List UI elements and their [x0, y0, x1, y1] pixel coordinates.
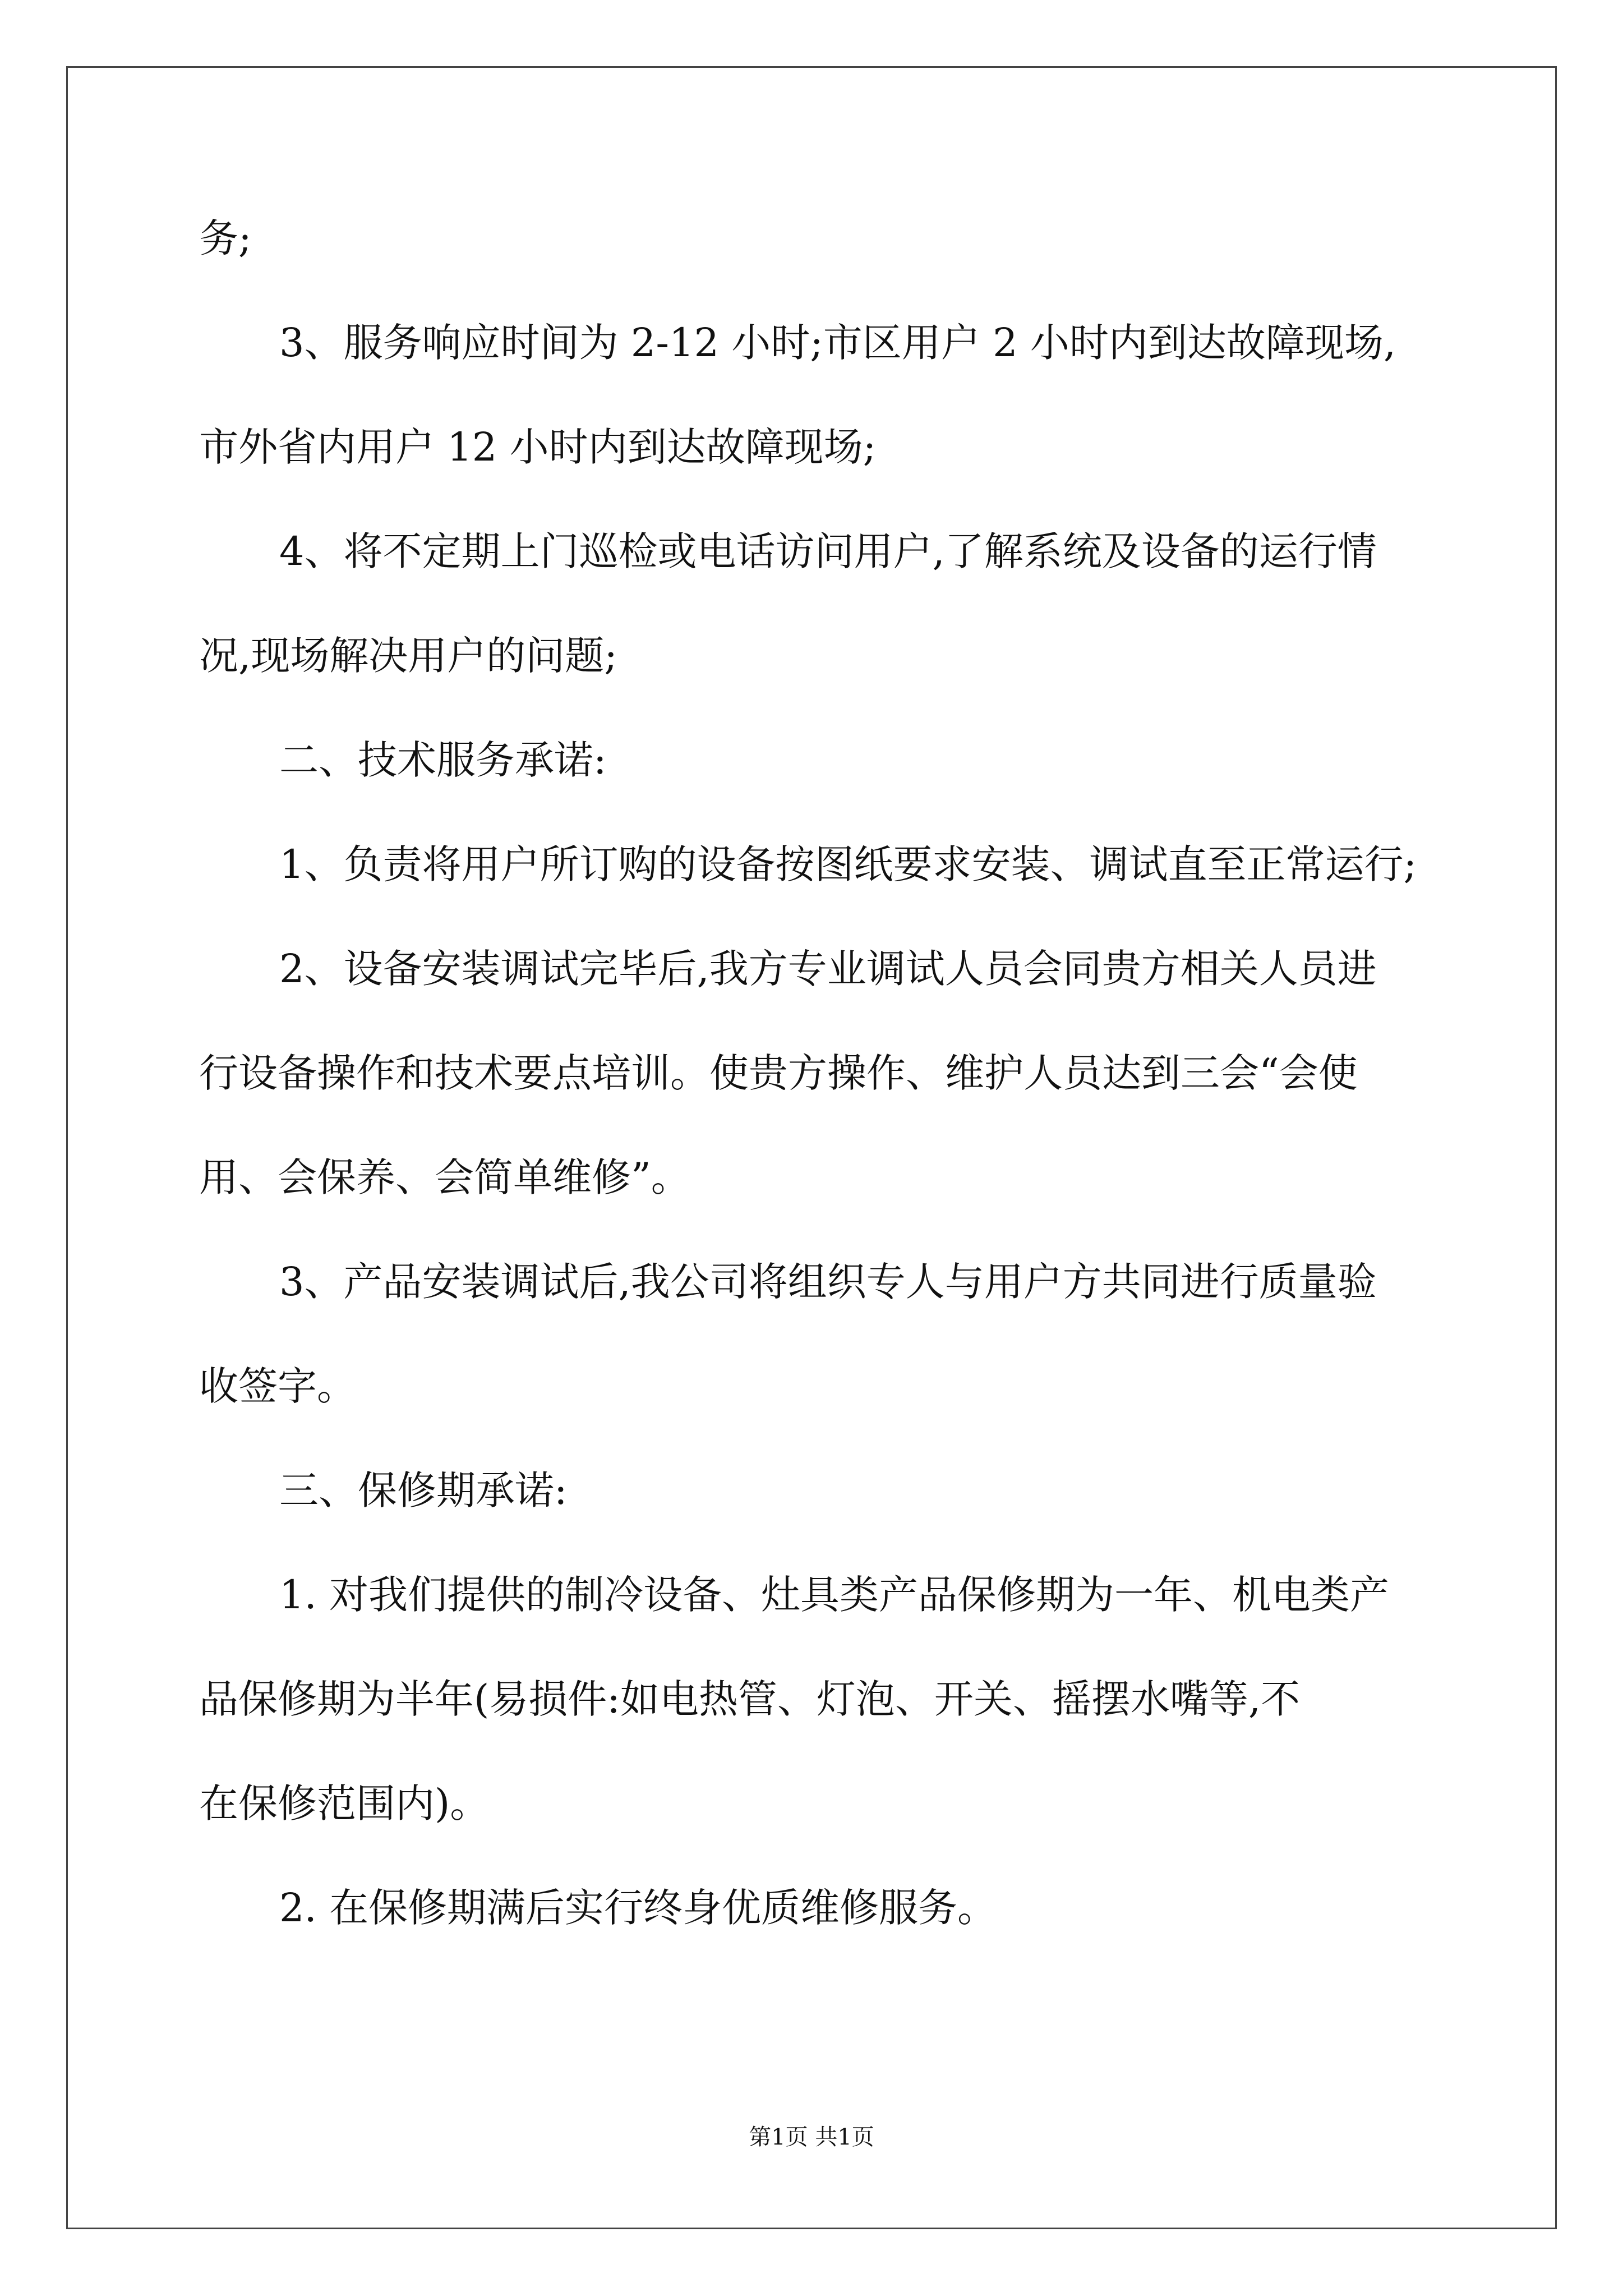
text-line: 1. 对我们提供的制冷设备、灶具类产品保修期为一年、机电类产	[279, 1572, 1390, 1618]
text-line: 在保修范围内)。	[199, 1780, 490, 1826]
text-line: 务;	[199, 215, 252, 261]
text-line: 3、服务响应时间为 2-12 小时;市区用户 2 小时内到达故障现场,	[279, 320, 1396, 366]
text-line: 3、产品安装调试后,我公司将组织专人与用户方共同进行质量验	[279, 1259, 1377, 1305]
text-line: 4、将不定期上门巡检或电话访问用户,了解系统及设备的运行情	[279, 528, 1377, 574]
text-line: 况,现场解决用户的问题;	[199, 633, 617, 679]
text-line: 1、负责将用户所订购的设备按图纸要求安装、调试直至正常运行;	[279, 841, 1417, 887]
text-line: 市外省内用户 12 小时内到达故障现场;	[199, 424, 877, 470]
text-line: 行设备操作和技术要点培训。使贵方操作、维护人员达到三会“会使	[199, 1050, 1358, 1096]
text-line: 用、会保养、会简单维修”。	[199, 1154, 690, 1200]
text-line: 品保修期为半年(易损件:如电热管、灯泡、开关、摇摆水嘴等,不	[199, 1676, 1301, 1722]
section-heading: 二、技术服务承诺:	[279, 737, 607, 783]
text-line: 2. 在保修期满后实行终身优质维修服务。	[279, 1885, 997, 1931]
section-heading: 三、保修期承诺:	[279, 1467, 568, 1513]
text-line: 收签字。	[199, 1363, 356, 1409]
page-number-footer: 第1页 共1页	[749, 2124, 874, 2150]
text-line: 2、设备安装调试完毕后,我方专业调试人员会同贵方相关人员进	[279, 946, 1377, 992]
